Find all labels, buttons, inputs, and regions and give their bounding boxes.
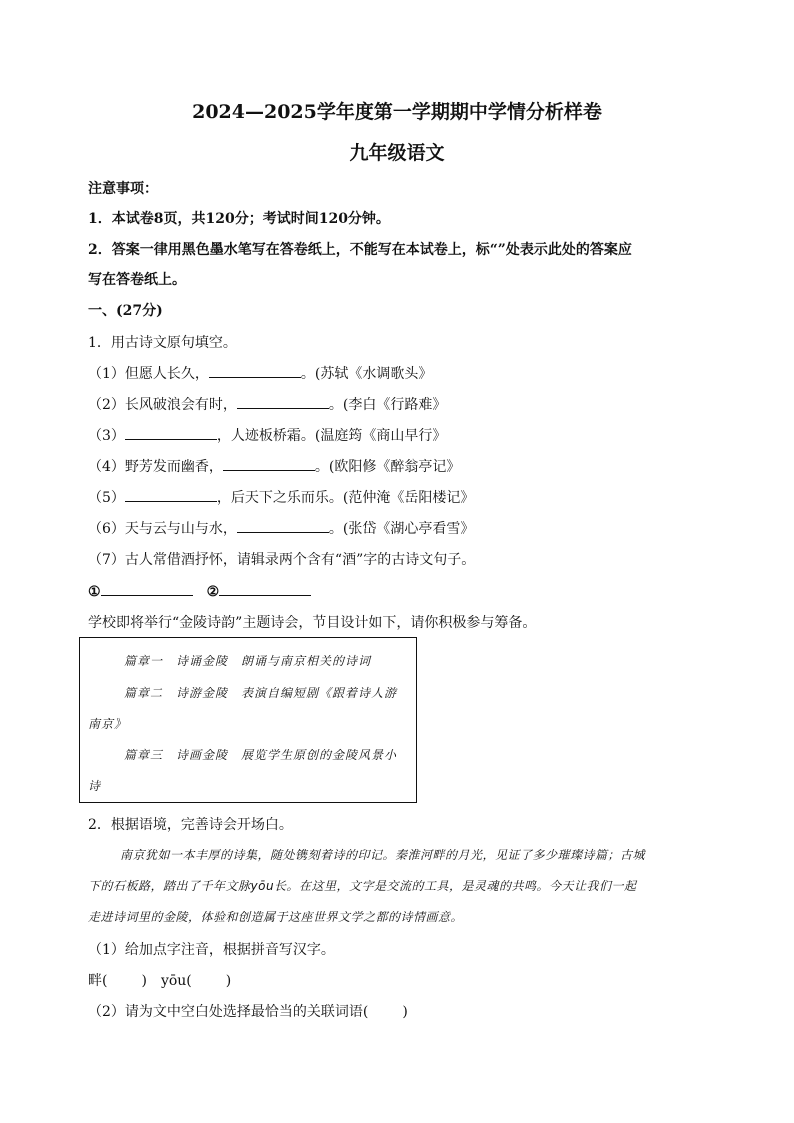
pinyin-answers (88, 970, 231, 990)
item-text-before: （2）长风破浪会有时， (88, 397, 237, 413)
pinyin-item-1: 畔( (88, 973, 108, 989)
question-1-item-2 (88, 394, 446, 414)
answer-blank-2[interactable] (219, 581, 311, 596)
question-1-item-4 (88, 456, 460, 476)
exam-subtitle: 九年级语文 (349, 142, 445, 164)
item-text-after: 。(李白《行路难》 (328, 397, 447, 413)
program-line-1: 篇章一 诗诵金陵 朗诵与南京相关的诗词 (124, 654, 372, 668)
question-2-sub-1: （1）给加点字注音，根据拼音写汉字。 (88, 942, 335, 958)
passage-line-2: 下的石板路，踏出了千年文脉yōu长。在这里，文字是交流的工具，是灵魂的共鸣。今天让我们一起 (88, 879, 637, 893)
item-text-before: （5） (88, 490, 125, 506)
question-1-stem: 1．用古诗文原句填空。 (88, 335, 237, 351)
item-text-after: ，人迹板桥霜。(温庭筠《商山早行》 (216, 428, 447, 444)
answer-blank-1[interactable] (101, 581, 193, 596)
pinyin-item-2: yōu( (160, 973, 192, 989)
passage-line-3: 走进诗词里的金陵，体验和创造属于这座世界文学之都的诗情画意。 (88, 910, 464, 924)
question-1-item-1 (88, 363, 432, 383)
answer-blank[interactable] (125, 487, 217, 502)
poetry-event-intro: 学校即将举行“金陵诗韵”主题诗会，节目设计如下，请你积极参与筹备。 (88, 615, 537, 631)
passage-line-1: 南京犹如一本丰厚的诗集，随处镌刻着诗的印记。秦淮河畔的月光，见证了多少璀璨诗篇；古城 (120, 848, 646, 862)
item-text-after: 。(苏轼《水调歌头》 (300, 366, 433, 382)
notice-heading: 注意事项： (88, 181, 158, 197)
program-line-4: 篇章三 诗画金陵 展览学生原创的金陵风景小 (124, 748, 398, 762)
notice-item-2-line-2: 写在答卷纸上。 (88, 272, 186, 288)
program-box (79, 637, 417, 803)
question-2-sub-2 (88, 1001, 408, 1021)
question-1-item-7-answers (88, 581, 311, 600)
answer-mark-1: ① (88, 584, 101, 600)
question-2-stem: 2．根据语境，完善诗会开场白。 (88, 817, 293, 833)
section-one-heading: 一、(27分) (88, 303, 163, 319)
answer-blank[interactable] (237, 518, 329, 533)
answer-mark-2: ② (206, 584, 220, 600)
answer-blank[interactable] (223, 456, 315, 471)
notice-item-2-line-1: 2．答案一律用黑色墨水笔写在答卷纸上，不能写在本试卷上，标“”处表示此处的答案应 (88, 242, 632, 258)
program-line-5: 诗 (88, 779, 102, 793)
question-1-item-7: （7）古人常借酒抒怀，请辑录两个含有“酒”字的古诗文句子。 (88, 552, 476, 568)
answer-blank[interactable] (237, 394, 329, 409)
item-text-before: （3） (88, 428, 125, 444)
item-text-after: ，后天下之乐而乐。(范仲淹《岳阳楼记》 (216, 490, 475, 506)
notice-item-1: 1．本试卷8页，共120分；考试时间120分钟。 (88, 211, 390, 227)
question-1-item-6 (88, 518, 474, 538)
item-text-before: （1）但愿人长久， (88, 366, 209, 382)
answer-blank[interactable] (209, 363, 301, 378)
pinyin-item-2-close: ) (225, 973, 232, 989)
question-1-item-3 (88, 425, 446, 445)
item-text-after: 。(欧阳修《醉翁亭记》 (314, 459, 461, 475)
question-1-item-5 (88, 487, 474, 507)
exam-title: 2024—2025学年度第一学期期中学情分析样卷 (192, 101, 602, 123)
program-line-2: 篇章二 诗游金陵 表演自编短剧《跟着诗人游 (124, 686, 398, 700)
item-text-after: 。(张岱《湖心亭看雪》 (328, 521, 475, 537)
program-line-3: 南京》 (88, 717, 128, 731)
answer-blank[interactable] (125, 425, 217, 440)
question-2-sub-2-close: ) (402, 1004, 408, 1020)
item-text-before: （6）天与云与山与水， (88, 521, 237, 537)
item-text-before: （4）野芳发而幽香， (88, 459, 223, 475)
pinyin-item-1-close: ) (141, 973, 147, 989)
question-2-sub-2-text: （2）请为文中空白处选择最恰当的关联词语( (88, 1004, 369, 1020)
